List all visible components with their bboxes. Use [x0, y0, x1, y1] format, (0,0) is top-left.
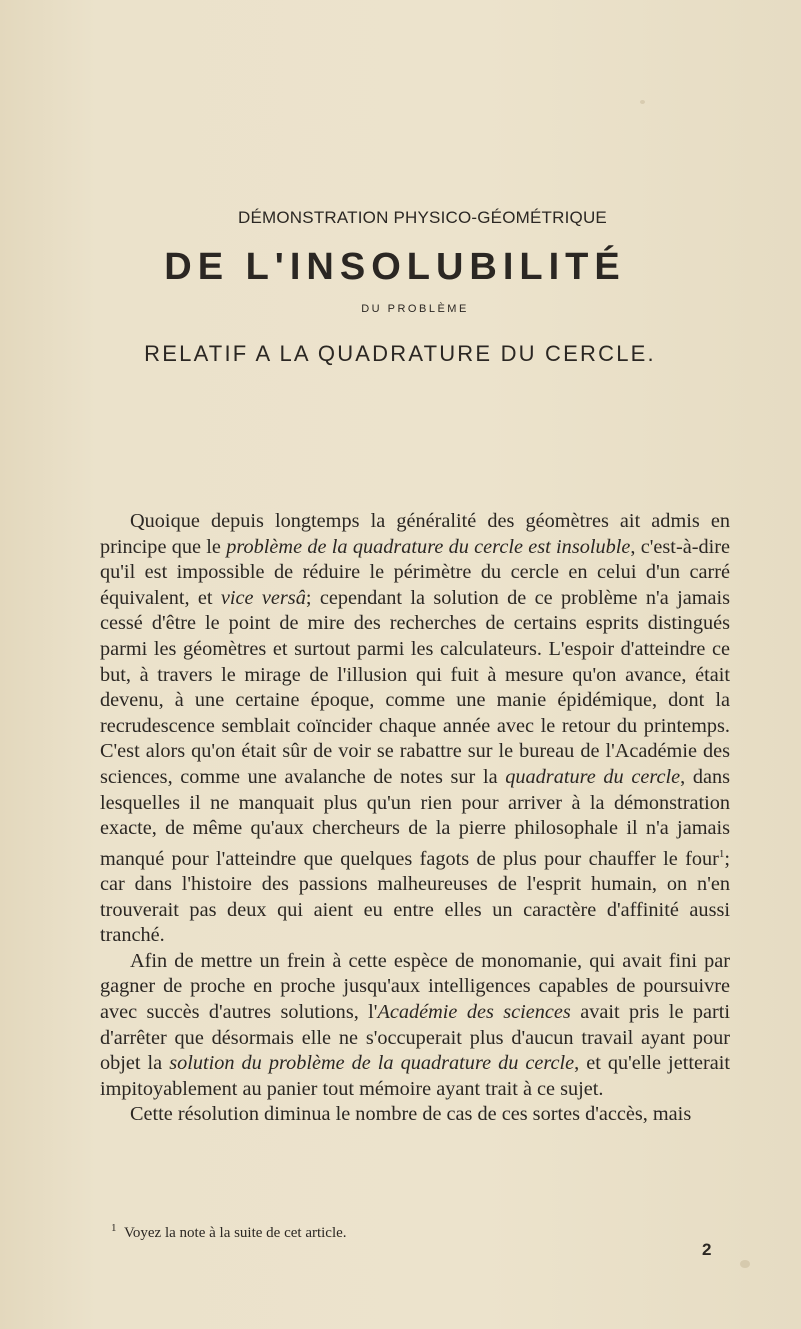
- page-number: 2: [702, 1240, 712, 1259]
- paragraph-2: [100, 949, 730, 1103]
- article-body: [100, 509, 730, 1128]
- text-run: avait pris le parti d'arrêter que désormais elle ne s'occuperait plus d'aucun travail ayant pour objet la: [100, 1001, 731, 1075]
- text-run: Afin de mettre un frein à cette espèce de monomanie, qui avait fini par gagner de proche en proche jusqu'aux intelligences capables de poursuivre avec succès d'autres solutions, l': [100, 949, 730, 1024]
- text-run: Quoique depuis longtemps la généralité des géomètres ait admis en principe que le: [100, 510, 730, 558]
- footnote-ref[interactable]: 1: [718, 847, 725, 860]
- paragraph-3: Cette résolution diminua le nombre de cas de ces sortes d'accès, mais: [130, 1103, 692, 1126]
- heading-du: DU PROBLÈME: [361, 303, 469, 315]
- italic-run: problème de la quadrature du cercle est insoluble: [226, 535, 631, 558]
- italic-run: quadrature du cercle: [505, 765, 681, 788]
- italic-run: solution du problème de la quadrature du cercle: [169, 1052, 575, 1075]
- page-title: DE L'INSOLUBILITÉ: [164, 246, 626, 288]
- text-run: , et qu'elle jetterait impitoyablement au panier tout mémoire ayant trait à ce sujet.: [100, 1052, 730, 1100]
- paper-stain: [640, 100, 645, 104]
- italic-run: vice versâ: [220, 586, 306, 609]
- footnote: [111, 1219, 711, 1242]
- text-run: ; car dans l'histoire des passions malheureuses de l'esprit humain, on n'en trouverait pas deux qui aient eu entre elles un caractère d'affinité aussi tranché.: [100, 847, 730, 947]
- heading-pre: DÉMONSTRATION PHYSICO-GÉOMÉTRIQUE: [238, 208, 607, 227]
- footnote-mark: 1: [111, 1222, 117, 1234]
- paper-stain: [740, 1260, 750, 1268]
- paragraph-1: [100, 509, 730, 949]
- footnote-text: Voyez la note à la suite de cet article.: [124, 1225, 347, 1241]
- text-run: , dans lesquelles il ne manquait plus qu'un rien pour arriver à la démonstration exacte, de même qu'aux chercheurs de la pierre philosophale il n'a jamais manqué pour l'atteindre que quelques fagots de plus pour chauffer le four: [100, 765, 731, 870]
- italic-run: Académie des sciences: [377, 1001, 571, 1024]
- text-run: ; cependant la solution de ce problème n'a jamais cessé d'être le point de mire des recherches de certains esprits distingués parmi les géomètres et surtout parmi les calculateurs. L'espoir d'atteindre ce but, à travers le mirage de l'illusion qui fuit à mesure qu'on avance, était devenu, à une certaine époque, comme une manie épidémique, dont la recrudescence semblait coïncider chaque année avec le retour du printemps. C'est alors qu'on était sûr de voir se rabattre sur le bureau de l'Académie des sciences, comme une avalanche de notes sur la: [100, 586, 731, 788]
- text-run: , c'est-à-dire qu'il est impossible de réduire le périmètre du cercle en celui d'un carré équivalent, et: [100, 535, 730, 609]
- heading-subtitle: RELATIF A LA QUADRATURE DU CERCLE.: [144, 341, 656, 366]
